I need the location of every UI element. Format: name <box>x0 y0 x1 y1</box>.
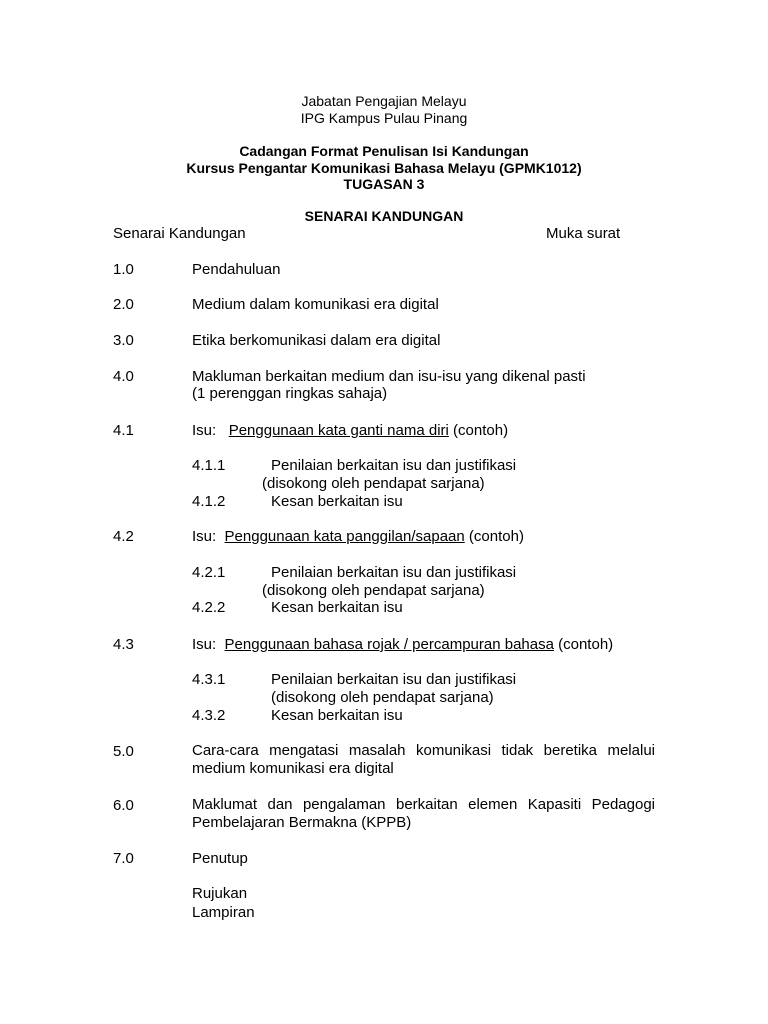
section-5-title: Cara-cara mengatasi masalah komunikasi tidak beretika melalui medium komunikasi era digital <box>192 742 655 777</box>
subsection-4-3-2-title: Kesan berkaitan isu <box>271 707 403 724</box>
subsection-4-1-2-number: 4.1.2 <box>192 493 226 510</box>
section-4-2-number: 4.2 <box>113 528 134 545</box>
section-5-number: 5.0 <box>113 743 134 760</box>
section-6-number: 6.0 <box>113 797 134 814</box>
section-4-note: (1 perenggan ringkas sahaja) <box>192 385 388 402</box>
subsection-4-2-2-number: 4.2.2 <box>192 599 226 616</box>
section-1-title: Pendahuluan <box>192 261 281 278</box>
references-entry: Rujukan <box>192 885 248 902</box>
issue-suffix: (contoh) <box>558 636 614 653</box>
subsection-4-2-1-title: Penilaian berkaitan isu dan justifikasi <box>271 564 517 581</box>
issue-suffix: (contoh) <box>453 422 509 439</box>
issue-prefix: Isu: <box>192 422 217 439</box>
subsection-4-3-1-title: Penilaian berkaitan isu dan justifikasi <box>271 671 517 688</box>
section-4-3-title <box>192 636 613 653</box>
issue-prefix: Isu: <box>192 528 217 545</box>
section-2-title: Medium dalam komunikasi era digital <box>192 296 439 313</box>
section-7-number: 7.0 <box>113 850 134 867</box>
issue-name: Penggunaan kata ganti nama diri <box>228 422 449 439</box>
subsection-4-2-1-number: 4.2.1 <box>192 564 226 581</box>
issue-name: Penggunaan bahasa rojak / percampuran bahasa <box>224 636 554 653</box>
course-name: Kursus Pengantar Komunikasi Bahasa Melayu (GPMK1012) <box>186 160 582 176</box>
subsection-4-1-1-number: 4.1.1 <box>192 457 226 474</box>
subsection-4-1-2-title: Kesan berkaitan isu <box>271 493 403 510</box>
department-name: Jabatan Pengajian Melayu <box>301 93 467 109</box>
toc-column-left-label: Senarai Kandungan <box>113 225 246 242</box>
section-7-title: Penutup <box>192 850 248 867</box>
task-label: TUGASAN 3 <box>343 176 425 192</box>
section-4-number: 4.0 <box>113 368 134 385</box>
section-4-3-number: 4.3 <box>113 636 134 653</box>
subsection-4-1-1-note: (disokong oleh pendapat sarjana) <box>262 475 485 492</box>
campus-name: IPG Kampus Pulau Pinang <box>300 110 468 126</box>
subsection-4-3-1-note: (disokong oleh pendapat sarjana) <box>271 689 494 706</box>
section-3-title: Etika berkomunikasi dalam era digital <box>192 332 441 349</box>
toc-heading: SENARAI KANDUNGAN <box>304 208 464 224</box>
issue-prefix: Isu: <box>192 636 217 653</box>
toc-column-right-label: Muka surat <box>546 225 621 242</box>
issue-suffix: (contoh) <box>468 528 524 545</box>
section-4-1-number: 4.1 <box>113 422 134 439</box>
subsection-4-3-2-number: 4.3.2 <box>192 707 226 724</box>
document-title: Cadangan Format Penulisan Isi Kandungan <box>239 143 529 159</box>
section-3-number: 3.0 <box>113 332 134 349</box>
section-4-2-title <box>192 528 524 545</box>
appendix-entry: Lampiran <box>192 904 255 921</box>
subsection-4-2-1-note: (disokong oleh pendapat sarjana) <box>262 582 485 599</box>
section-1-number: 1.0 <box>113 261 134 278</box>
section-2-number: 2.0 <box>113 296 134 313</box>
section-6-title: Maklumat dan pengalaman berkaitan elemen Kapasiti Pedagogi Pembelajaran Bermakna (KPPB) <box>192 796 655 831</box>
subsection-4-1-1-title: Penilaian berkaitan isu dan justifikasi <box>271 457 517 474</box>
subsection-4-2-2-title: Kesan berkaitan isu <box>271 599 403 616</box>
subsection-4-3-1-number: 4.3.1 <box>192 671 226 688</box>
section-4-1-title <box>192 422 508 439</box>
section-4-title: Makluman berkaitan medium dan isu-isu yang dikenal pasti <box>192 368 586 385</box>
issue-name: Penggunaan kata panggilan/sapaan <box>224 528 465 545</box>
